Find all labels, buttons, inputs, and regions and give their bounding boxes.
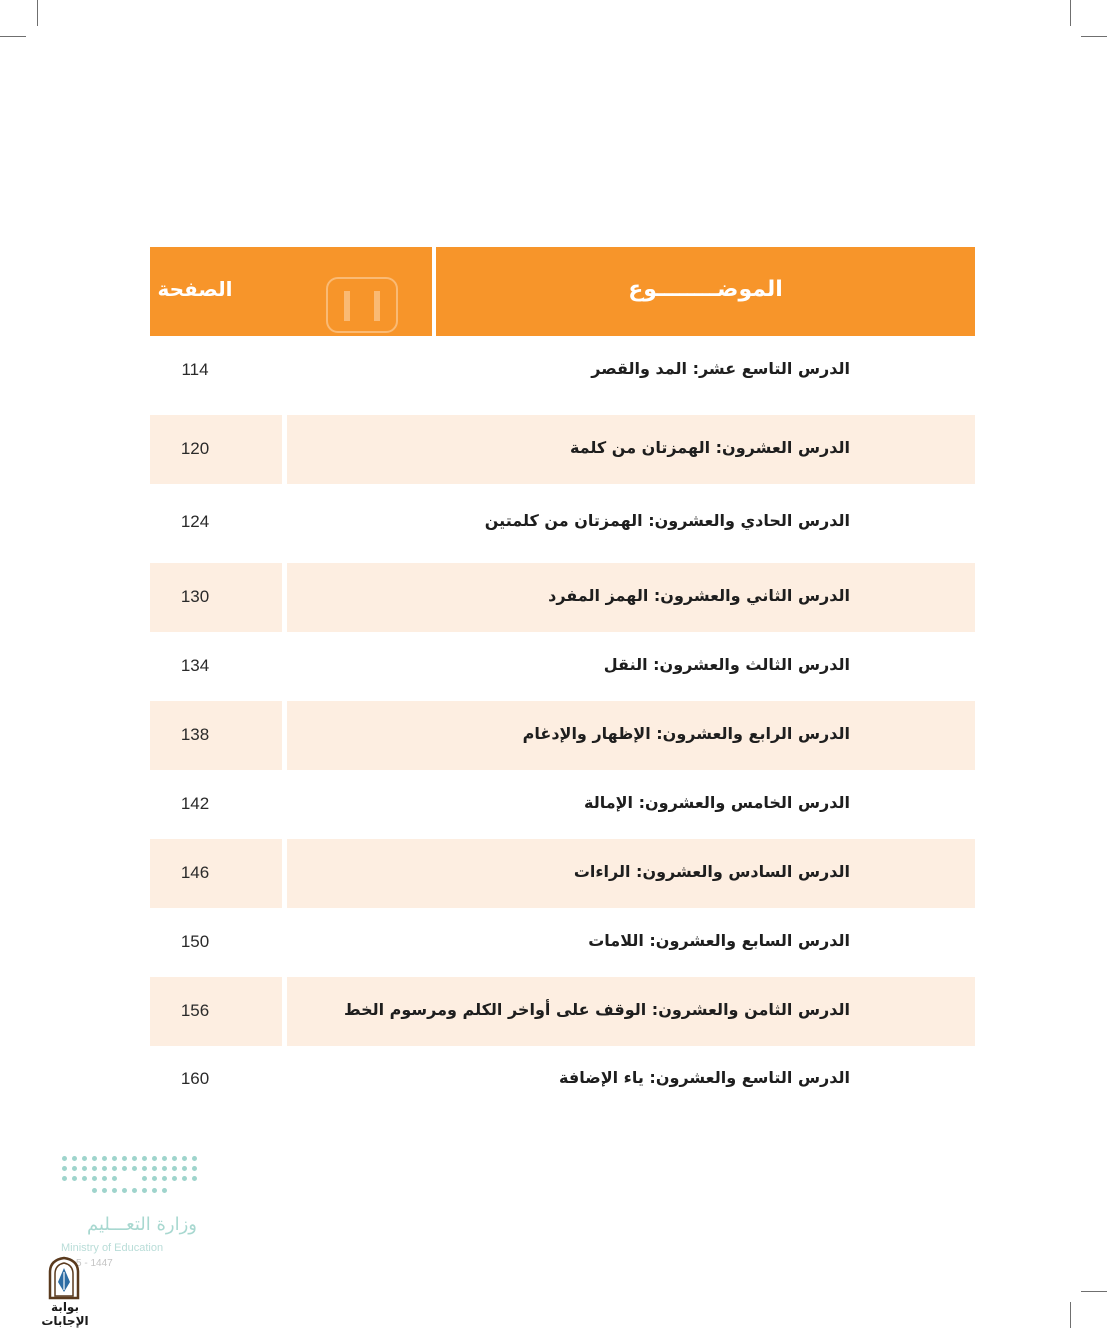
logo-dot [112, 1156, 117, 1161]
logo-dot [112, 1188, 117, 1193]
portal-label: بوابة الإجابات [41, 1300, 89, 1328]
topic-cell [287, 977, 975, 1046]
crop-mark [1081, 1291, 1107, 1292]
page-number: 160 [180, 1069, 210, 1088]
page-number: 142 [180, 794, 210, 813]
lesson-title: الدرس الثالث والعشرون: النقل [603, 655, 850, 674]
topic-cell [287, 839, 975, 908]
page-number: 130 [180, 587, 210, 606]
pen-nib-icon [44, 1256, 84, 1300]
logo-dot [182, 1176, 187, 1181]
page-number: 156 [180, 1001, 210, 1020]
logo-dot [102, 1166, 107, 1171]
logo-dot [92, 1176, 97, 1181]
table-of-contents [150, 247, 975, 1088]
logo-dot [102, 1156, 107, 1161]
logo-dot [62, 1166, 67, 1171]
ministry-name-english: Ministry of Education [61, 1242, 164, 1254]
topic-cell [287, 1045, 975, 1114]
page-cell [150, 415, 282, 484]
page-number: 150 [180, 932, 210, 951]
topic-cell [287, 415, 975, 484]
page-cell [150, 488, 282, 557]
toc-row[interactable] [150, 415, 975, 484]
toc-header [150, 247, 975, 336]
ministry-of-education-logo [58, 1150, 203, 1269]
topic-cell [287, 488, 975, 557]
logo-dot [82, 1156, 87, 1161]
logo-dot [152, 1166, 157, 1171]
logo-dots-pattern [58, 1150, 203, 1202]
toc-row[interactable] [150, 908, 975, 977]
lesson-title: الدرس السابع والعشرون: اللامات [588, 931, 850, 950]
topic-cell [287, 770, 975, 839]
lesson-title: الدرس العشرون: الهمزتان من كلمة [569, 438, 850, 457]
logo-dot [162, 1176, 167, 1181]
toc-row[interactable] [150, 488, 975, 557]
lesson-title: الدرس التاسع والعشرون: ياء الإضافة [559, 1068, 850, 1087]
page-cell [150, 563, 282, 632]
lesson-title: الدرس الحادي والعشرون: الهمزتان من كلمتين [484, 511, 850, 530]
watermark-logo [326, 277, 398, 333]
lesson-title: الدرس الرابع والعشرون: الإظهار والإدغام [522, 724, 850, 743]
lesson-title: الدرس الثامن والعشرون: الوقف على أواخر الكلم ومرسوم الخط [343, 1000, 850, 1019]
logo-dot [92, 1156, 97, 1161]
page-number: 146 [180, 863, 210, 882]
lesson-title: الدرس التاسع عشر: المد والقصر [591, 359, 850, 378]
crop-mark [37, 0, 38, 26]
crop-mark [1070, 0, 1071, 26]
logo-dot [62, 1176, 67, 1181]
page-number: 134 [180, 656, 210, 675]
page-number: 124 [180, 512, 210, 531]
logo-dot [182, 1166, 187, 1171]
answers-portal-logo [28, 1256, 102, 1328]
logo-dot [82, 1176, 87, 1181]
page-cell [150, 632, 282, 701]
logo-dot [172, 1166, 177, 1171]
topic-cell [287, 563, 975, 632]
toc-row[interactable] [150, 336, 975, 405]
logo-dot [92, 1166, 97, 1171]
logo-dot [102, 1176, 107, 1181]
logo-dot [92, 1188, 97, 1193]
toc-row[interactable] [150, 1045, 975, 1114]
page-column-header: الصفحة [157, 277, 233, 301]
toc-row[interactable] [150, 701, 975, 770]
logo-dot [172, 1156, 177, 1161]
logo-dot [142, 1166, 147, 1171]
logo-dot [152, 1188, 157, 1193]
logo-dot [162, 1156, 167, 1161]
logo-dot [152, 1176, 157, 1181]
toc-row[interactable] [150, 563, 975, 632]
page-cell [150, 977, 282, 1046]
page-cell [150, 701, 282, 770]
topic-column-header: الموضــــــــوع [628, 277, 783, 302]
page-cell [150, 908, 282, 977]
page-number: 120 [180, 439, 210, 458]
logo-dot [82, 1166, 87, 1171]
toc-row[interactable] [150, 977, 975, 1046]
logo-dot [142, 1188, 147, 1193]
topic-cell [287, 701, 975, 770]
ministry-name-arabic: وزارة التعـــليم [86, 1214, 197, 1235]
logo-dot [142, 1176, 147, 1181]
topic-cell [287, 336, 975, 405]
logo-dot [162, 1188, 167, 1193]
logo-dot [112, 1176, 117, 1181]
logo-dot [102, 1188, 107, 1193]
crop-mark [0, 36, 26, 37]
logo-dot [72, 1156, 77, 1161]
logo-dot [142, 1156, 147, 1161]
page-cell [150, 839, 282, 908]
ministry-year: 5 - 1447 [76, 1258, 113, 1269]
page-cell [150, 336, 282, 405]
page-number: 138 [180, 725, 210, 744]
logo-dot [72, 1166, 77, 1171]
crop-mark [1070, 1302, 1071, 1328]
toc-row[interactable] [150, 770, 975, 839]
logo-dot [72, 1176, 77, 1181]
toc-row[interactable] [150, 632, 975, 701]
logo-dot [172, 1176, 177, 1181]
logo-dot [122, 1188, 127, 1193]
page-cell [150, 1045, 282, 1114]
logo-dot [152, 1156, 157, 1161]
lesson-title: الدرس الثاني والعشرون: الهمز المفرد [548, 586, 850, 605]
logo-dot [132, 1156, 137, 1161]
topic-cell [287, 908, 975, 977]
logo-dot [132, 1188, 137, 1193]
lesson-title: الدرس السادس والعشرون: الراءات [573, 862, 850, 881]
page-number: 114 [181, 360, 209, 379]
logo-dot [192, 1156, 197, 1161]
logo-dot [182, 1156, 187, 1161]
toc-row[interactable] [150, 839, 975, 908]
logo-dot [122, 1166, 127, 1171]
logo-dot [192, 1166, 197, 1171]
logo-dot [192, 1176, 197, 1181]
topic-cell [287, 632, 975, 701]
logo-dot [132, 1166, 137, 1171]
logo-dot [112, 1166, 117, 1171]
page-cell [150, 770, 282, 839]
crop-mark [1081, 36, 1107, 37]
logo-dot [62, 1156, 67, 1161]
logo-dot [122, 1156, 127, 1161]
logo-dot [162, 1166, 167, 1171]
lesson-title: الدرس الخامس والعشرون: الإمالة [583, 793, 850, 812]
